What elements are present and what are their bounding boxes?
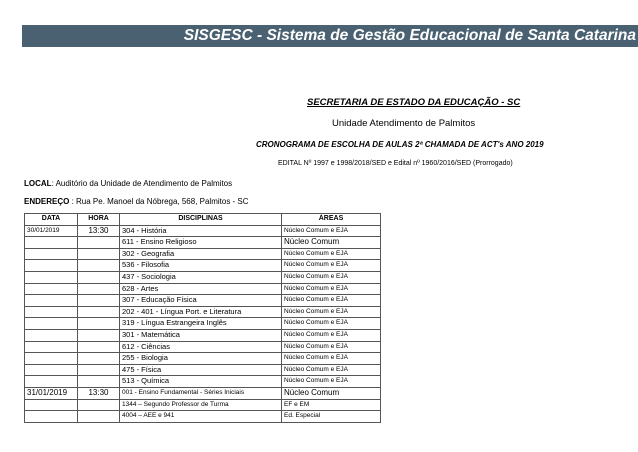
local-value: : Auditório da Unidade de Atendimento de Palmitos <box>51 179 233 188</box>
page-banner <box>22 25 638 47</box>
cell-data <box>25 399 78 411</box>
table-row <box>25 237 381 249</box>
cell-hora <box>78 318 120 330</box>
cell-hora <box>78 376 120 388</box>
cell-disciplina: 437 - Sociologia <box>120 271 282 283</box>
cell-data <box>25 295 78 307</box>
cell-disciplina: 536 - Filosofia <box>120 260 282 272</box>
table-row <box>25 318 381 330</box>
cell-area: Núcleo Comum e EJA <box>282 295 381 307</box>
cell-hora <box>78 364 120 376</box>
cell-hora <box>78 260 120 272</box>
cell-disciplina: 202 - 401 - Língua Port. e Literatura <box>120 306 282 318</box>
cell-disciplina: 475 - Física <box>120 364 282 376</box>
endereco-value: : Rua Pe. Manoel da Nóbrega, 568, Palmitos - SC <box>69 197 249 206</box>
table-row <box>25 329 381 341</box>
cell-disciplina: 1344 – Segundo Professor de Turma <box>120 399 282 411</box>
local-line <box>24 179 232 188</box>
cell-data <box>25 364 78 376</box>
cell-disciplina: 612 - Ciências <box>120 341 282 353</box>
cell-area: Núcleo Comum e EJA <box>282 329 381 341</box>
cell-area: Núcleo Comum e EJA <box>282 353 381 365</box>
cell-area: Núcleo Comum e EJA <box>282 376 381 388</box>
cell-hora: 13:30 <box>78 387 120 399</box>
cell-disciplina: 304 - História <box>120 225 282 237</box>
cell-area: Núcleo Comum e EJA <box>282 248 381 260</box>
cell-hora <box>78 411 120 423</box>
unidade-title: Unidade Atendimento de Palmitos <box>332 118 476 129</box>
cell-area: Ed. Especial <box>282 411 381 423</box>
table-row <box>25 295 381 307</box>
cell-disciplina: 628 - Artes <box>120 283 282 295</box>
cell-data <box>25 376 78 388</box>
cell-hora <box>78 237 120 249</box>
banner-title: SISGESC - Sistema de Gestão Educacional de Santa Catarina <box>183 27 636 44</box>
cell-data: 31/01/2019 <box>25 387 78 399</box>
table-row <box>25 341 381 353</box>
cell-disciplina: 301 - Matemática <box>120 329 282 341</box>
endereco-line <box>24 197 249 206</box>
cell-hora <box>78 271 120 283</box>
cell-area: Núcleo Comum e EJA <box>282 260 381 272</box>
col-header-hora: HORA <box>78 214 120 226</box>
cell-disciplina: 513 - Química <box>120 376 282 388</box>
cell-hora <box>78 399 120 411</box>
table-row <box>25 306 381 318</box>
table-row <box>25 387 381 399</box>
schedule-table <box>24 213 381 423</box>
cell-hora <box>78 329 120 341</box>
secretaria-title: SECRETARIA DE ESTADO DA EDUCAÇÃO - SC <box>307 97 521 108</box>
cell-hora <box>78 283 120 295</box>
cell-disciplina: 302 - Geografia <box>120 248 282 260</box>
cell-data <box>25 237 78 249</box>
cell-data <box>25 248 78 260</box>
cell-data <box>25 260 78 272</box>
cell-hora <box>78 306 120 318</box>
cell-data <box>25 306 78 318</box>
cell-data <box>25 318 78 330</box>
col-header-areas: ÁREAS <box>282 214 381 226</box>
cell-disciplina: 307 - Educação Física <box>120 295 282 307</box>
cell-disciplina: 319 - Língua Estrangeira Inglês <box>120 318 282 330</box>
cell-area: Núcleo Comum e EJA <box>282 225 381 237</box>
cell-data: 30/01/2019 <box>25 225 78 237</box>
cell-data <box>25 271 78 283</box>
cell-disciplina: 001 - Ensino Fundamental - Séries Iniciais <box>120 387 282 399</box>
cell-disciplina: 611 - Ensino Religioso <box>120 237 282 249</box>
cell-area: Núcleo Comum <box>282 237 381 249</box>
table-row <box>25 248 381 260</box>
cell-hora <box>78 341 120 353</box>
cell-data <box>25 283 78 295</box>
cell-hora <box>78 248 120 260</box>
table-row <box>25 271 381 283</box>
cell-area: Núcleo Comum <box>282 387 381 399</box>
col-header-data: DATA <box>25 214 78 226</box>
cell-data <box>25 411 78 423</box>
cell-area: EF e EM <box>282 399 381 411</box>
table-row <box>25 353 381 365</box>
table-header-row <box>25 214 381 226</box>
table-row <box>25 225 381 237</box>
cell-disciplina: 255 - Biologia <box>120 353 282 365</box>
endereco-label: ENDEREÇO <box>24 197 70 206</box>
cell-area: Núcleo Comum e EJA <box>282 341 381 353</box>
cell-area: Núcleo Comum e EJA <box>282 318 381 330</box>
cell-hora: 13:30 <box>78 225 120 237</box>
cell-area: Núcleo Comum e EJA <box>282 283 381 295</box>
cronograma-title: CRONOGRAMA DE ESCOLHA DE AULAS 2ª CHAMADA DE ACT's ANO 2019 <box>256 140 544 149</box>
cell-data <box>25 329 78 341</box>
cell-area: Núcleo Comum e EJA <box>282 364 381 376</box>
cell-area: Núcleo Comum e EJA <box>282 271 381 283</box>
edital-line: EDITAL Nº 1997 e 1998/2018/SED e Edital nº 1960/2016/SED (Prorrogado) <box>278 160 513 167</box>
col-header-disciplinas: DISCIPLINAS <box>120 214 282 226</box>
table-row <box>25 399 381 411</box>
local-label: LOCAL <box>24 179 52 188</box>
table-row <box>25 283 381 295</box>
cell-disciplina: 4004 – AEE e 941 <box>120 411 282 423</box>
table-row <box>25 364 381 376</box>
cell-hora <box>78 353 120 365</box>
cell-data <box>25 341 78 353</box>
cell-area: Núcleo Comum e EJA <box>282 306 381 318</box>
table-row <box>25 411 381 423</box>
cell-data <box>25 353 78 365</box>
cell-hora <box>78 295 120 307</box>
table-row <box>25 260 381 272</box>
table-row <box>25 376 381 388</box>
